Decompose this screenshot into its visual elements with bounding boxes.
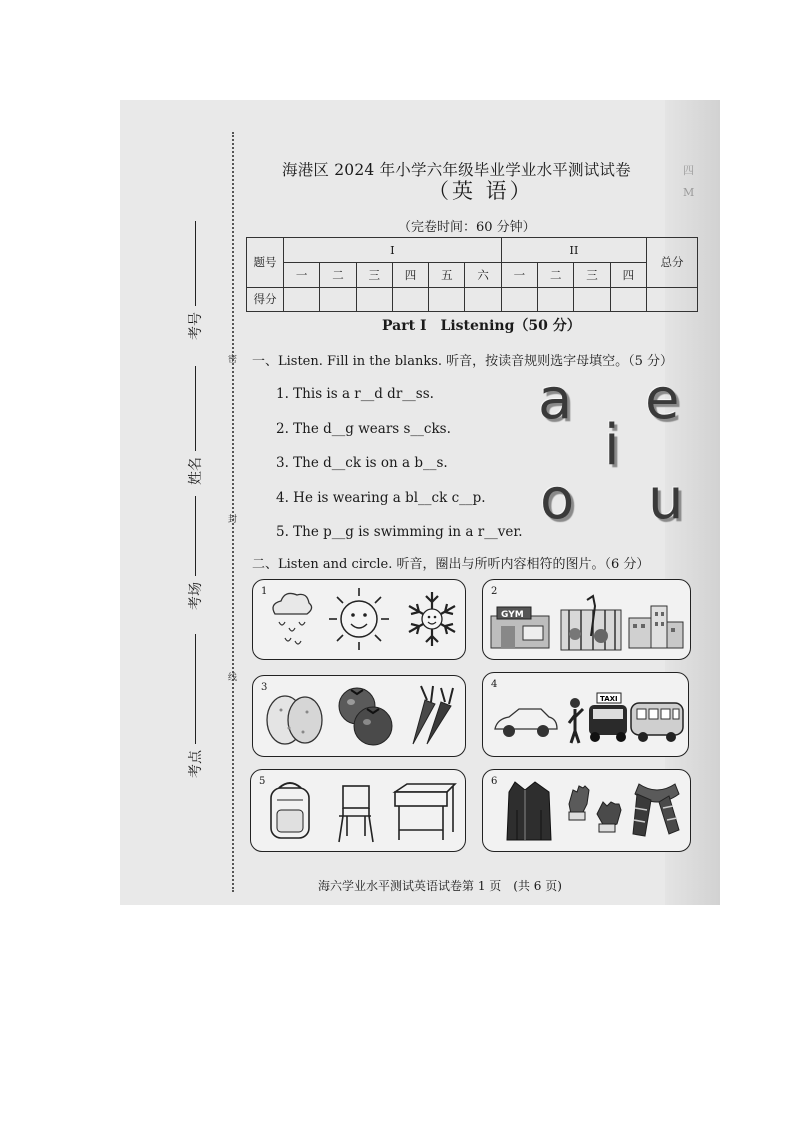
tomato-icon[interactable] bbox=[333, 682, 397, 748]
vowel-u: u bbox=[648, 467, 684, 532]
edge-fragment: M bbox=[683, 186, 695, 199]
sun-icon[interactable] bbox=[327, 586, 391, 652]
score-cell[interactable] bbox=[284, 287, 320, 311]
part2-item: 四 bbox=[610, 263, 646, 287]
city-buildings-icon[interactable] bbox=[625, 600, 685, 650]
part1-item: 一 bbox=[284, 263, 320, 287]
potato-icon[interactable] bbox=[263, 688, 325, 748]
exam-site-label: 考点 bbox=[188, 750, 204, 778]
desk-icon[interactable] bbox=[391, 778, 459, 844]
exam-room-field bbox=[185, 496, 205, 610]
backpack-icon[interactable] bbox=[263, 780, 317, 842]
gloves-icon[interactable] bbox=[563, 784, 625, 834]
section2-instruction: 二、Listen and circle. 听音，圈出与所听内容相符的图片。（6 分） bbox=[252, 557, 650, 572]
part1-item: 六 bbox=[465, 263, 501, 287]
edge-fragment: 四 bbox=[683, 164, 694, 177]
exam-number-field bbox=[185, 221, 205, 340]
exam-site-field bbox=[185, 634, 205, 778]
exam-title: 海港区 2024 年小学六年级毕业学业水平测试试卷 bbox=[282, 161, 631, 179]
score-cell[interactable] bbox=[501, 287, 537, 311]
question-number-label: 题号 bbox=[247, 238, 284, 288]
seal-mark-feng: 封 bbox=[228, 515, 238, 525]
part2-item: 三 bbox=[574, 263, 610, 287]
vowel-i: i bbox=[604, 413, 620, 478]
exam-duration: （完卷时间：60 分钟） bbox=[398, 220, 536, 235]
question-4: 4. He is wearing a bl__ck c__p. bbox=[276, 490, 486, 506]
rain-cloud-icon[interactable] bbox=[267, 588, 313, 652]
seal-mark-xian: 线 bbox=[228, 673, 238, 683]
picture-card-2[interactable] bbox=[482, 579, 691, 660]
part-title: Part I Listening（50 分） bbox=[382, 318, 581, 334]
exam-subject: （英 语） bbox=[428, 179, 534, 203]
score-cell[interactable] bbox=[465, 287, 501, 311]
exam-site-blank[interactable] bbox=[195, 634, 196, 744]
part1-item: 三 bbox=[356, 263, 392, 287]
total-label: 总分 bbox=[647, 238, 698, 288]
part2-item: 一 bbox=[501, 263, 537, 287]
part2-header: II bbox=[501, 238, 646, 263]
exam-number-blank[interactable] bbox=[195, 221, 196, 306]
zoo-icon[interactable] bbox=[557, 594, 625, 652]
name-field bbox=[185, 366, 205, 485]
picture-card-6[interactable] bbox=[482, 769, 691, 852]
part1-item: 四 bbox=[392, 263, 428, 287]
score-cell[interactable] bbox=[392, 287, 428, 311]
gym-sign: GYM bbox=[501, 610, 524, 620]
carrot-icon[interactable] bbox=[405, 682, 455, 748]
chair-icon[interactable] bbox=[333, 782, 377, 844]
exam-room-blank[interactable] bbox=[195, 496, 196, 576]
picture-card-4[interactable] bbox=[482, 672, 689, 757]
taxi-sign: TAXI bbox=[600, 695, 618, 703]
score-cell[interactable] bbox=[429, 287, 465, 311]
score-cell[interactable] bbox=[538, 287, 574, 311]
seal-mark-mi: 密 bbox=[228, 355, 238, 365]
picture-card-1[interactable] bbox=[252, 579, 466, 660]
score-label: 得分 bbox=[247, 287, 284, 311]
name-blank[interactable] bbox=[195, 366, 196, 451]
card-number: 4 bbox=[491, 679, 498, 690]
exam-number-label: 考号 bbox=[188, 312, 204, 340]
picture-card-3[interactable] bbox=[252, 675, 466, 757]
score-cell[interactable] bbox=[610, 287, 646, 311]
score-cell[interactable] bbox=[320, 287, 356, 311]
section1-instruction: 一、Listen. Fill in the blanks. 听音，按读音规则选字母填空。（5 分） bbox=[252, 354, 674, 369]
part1-header: I bbox=[284, 238, 502, 263]
score-cell[interactable] bbox=[574, 287, 610, 311]
exam-room-label: 考场 bbox=[188, 582, 204, 610]
card-number: 6 bbox=[491, 776, 498, 787]
question-1: 1. This is a r__d dr__ss. bbox=[276, 386, 434, 402]
vowel-a: a bbox=[538, 367, 573, 432]
name-label: 姓名 bbox=[188, 457, 204, 485]
card-number: 5 bbox=[259, 776, 266, 787]
question-3: 3. The d__ck is on a b__s. bbox=[276, 455, 448, 471]
card-number: 1 bbox=[261, 586, 268, 597]
score-cell[interactable] bbox=[356, 287, 392, 311]
picture-card-5[interactable] bbox=[250, 769, 466, 852]
snowflake-icon[interactable] bbox=[405, 586, 459, 652]
bus-icon[interactable] bbox=[629, 697, 685, 743]
scarf-icon[interactable] bbox=[629, 778, 687, 844]
gym-building-icon[interactable] bbox=[489, 604, 553, 650]
part1-item: 五 bbox=[429, 263, 465, 287]
score-table bbox=[246, 237, 698, 312]
question-5: 5. The p__g is swimming in a r__ver. bbox=[276, 524, 523, 540]
vowel-e: e bbox=[645, 367, 680, 432]
question-2: 2. The d__g wears s__cks. bbox=[276, 421, 451, 437]
part1-item: 二 bbox=[320, 263, 356, 287]
vowel-o: o bbox=[540, 467, 575, 532]
car-icon[interactable] bbox=[491, 705, 559, 741]
jacket-icon[interactable] bbox=[497, 778, 553, 844]
page-footer: 海六学业水平测试英语试卷第 1 页 (共 6 页) bbox=[318, 879, 562, 893]
part2-item: 二 bbox=[538, 263, 574, 287]
card-number: 3 bbox=[261, 682, 268, 693]
total-score-cell[interactable] bbox=[647, 287, 698, 311]
card-number: 2 bbox=[491, 586, 498, 597]
taxi-icon[interactable] bbox=[565, 691, 627, 747]
